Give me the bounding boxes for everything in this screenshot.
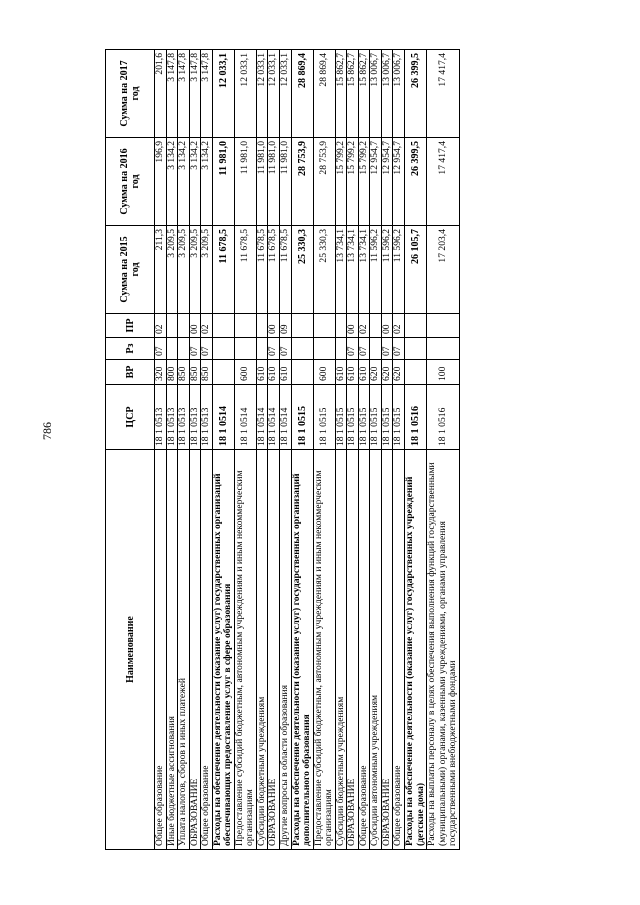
cell-vr: 620 <box>393 360 405 385</box>
cell-2017: 13 006,7 <box>370 50 382 138</box>
cell-name: Субсидии автономным учреждениям <box>370 450 382 850</box>
cell-rz <box>370 338 382 360</box>
cell-rz <box>335 338 347 360</box>
cell-2017: 12 033,1 <box>256 50 268 138</box>
cell-2017: 12 033,1 <box>280 50 292 138</box>
table-row <box>166 50 178 850</box>
cell-vr: 620 <box>381 360 393 385</box>
cell-vr <box>291 360 313 385</box>
cell-2016: 11 981,0 <box>234 138 256 226</box>
table-row <box>189 50 201 850</box>
cell-2015: 11 596,2 <box>393 226 405 314</box>
cell-pr: 00 <box>381 314 393 338</box>
table-row <box>178 50 190 850</box>
cell-csr: 18 1 0514 <box>234 385 256 450</box>
cell-2017: 17 417,4 <box>427 50 460 138</box>
cell-name: Предоставление субсидий бюджетным, автономным учреждениям и иным некоммерческим организациям <box>234 450 256 850</box>
cell-2015: 3 209,5 <box>189 226 201 314</box>
cell-2017: 3 147,8 <box>189 50 201 138</box>
cell-2015: 13 734,1 <box>335 226 347 314</box>
table-row <box>347 50 359 850</box>
cell-vr: 610 <box>335 360 347 385</box>
cell-2015: 211,3 <box>155 226 167 314</box>
cell-2015: 26 105,7 <box>405 226 427 314</box>
cell-pr <box>212 314 234 338</box>
header-2017: Сумма на 2017 год <box>106 50 155 138</box>
table-header-row <box>106 50 155 850</box>
table-row <box>370 50 382 850</box>
cell-2016: 3 134,2 <box>166 138 178 226</box>
table-row <box>291 50 313 850</box>
table-row <box>212 50 234 850</box>
cell-pr: 00 <box>347 314 359 338</box>
cell-2015: 13 734,1 <box>358 226 370 314</box>
cell-rz: 07 <box>201 338 213 360</box>
cell-rz <box>313 338 335 360</box>
cell-2015: 25 330,3 <box>291 226 313 314</box>
cell-name: Другие вопросы в области образования <box>280 450 292 850</box>
cell-2017: 15 862,7 <box>347 50 359 138</box>
cell-pr <box>256 314 268 338</box>
cell-csr: 18 1 0514 <box>280 385 292 450</box>
cell-2015: 13 734,1 <box>347 226 359 314</box>
table-row <box>427 50 460 850</box>
cell-pr <box>335 314 347 338</box>
header-2016: Сумма на 2016 год <box>106 138 155 226</box>
cell-2016: 11 981,0 <box>212 138 234 226</box>
cell-2015: 11 678,5 <box>268 226 280 314</box>
table-row <box>393 50 405 850</box>
cell-pr <box>405 314 427 338</box>
cell-2016: 15 799,2 <box>358 138 370 226</box>
cell-name: Субсидии бюджетным учреждениям <box>335 450 347 850</box>
cell-rz: 07 <box>347 338 359 360</box>
cell-vr: 610 <box>280 360 292 385</box>
cell-csr: 18 1 0516 <box>405 385 427 450</box>
header-name: Наименование <box>106 450 155 850</box>
cell-pr: 02 <box>155 314 167 338</box>
cell-2016: 11 981,0 <box>256 138 268 226</box>
cell-pr <box>313 314 335 338</box>
page-number: 786 <box>40 422 54 440</box>
cell-2016: 12 954,7 <box>370 138 382 226</box>
header-pr: ПР <box>106 314 155 338</box>
cell-vr <box>405 360 427 385</box>
header-2015: Сумма на 2015 год <box>106 226 155 314</box>
cell-rz: 07 <box>189 338 201 360</box>
table-row <box>256 50 268 850</box>
cell-2017: 28 869,4 <box>313 50 335 138</box>
cell-pr <box>291 314 313 338</box>
cell-2017: 12 033,1 <box>268 50 280 138</box>
cell-2016: 26 399,5 <box>405 138 427 226</box>
cell-2017: 3 147,8 <box>201 50 213 138</box>
cell-vr: 800 <box>166 360 178 385</box>
cell-2017: 3 147,8 <box>178 50 190 138</box>
cell-pr: 09 <box>280 314 292 338</box>
cell-pr <box>234 314 256 338</box>
cell-vr: 600 <box>234 360 256 385</box>
cell-vr: 320 <box>155 360 167 385</box>
cell-name: Предоставление субсидий бюджетным, автономным учреждениям и иным некоммерческим организациям <box>313 450 335 850</box>
cell-csr: 18 1 0513 <box>178 385 190 450</box>
cell-csr: 18 1 0514 <box>268 385 280 450</box>
cell-vr: 610 <box>358 360 370 385</box>
cell-rz: 07 <box>155 338 167 360</box>
cell-2017: 15 862,7 <box>335 50 347 138</box>
header-rz: Рз <box>106 338 155 360</box>
cell-2017: 13 006,7 <box>381 50 393 138</box>
cell-rz <box>291 338 313 360</box>
table-row <box>313 50 335 850</box>
cell-csr: 18 1 0514 <box>212 385 234 450</box>
cell-name: Расходы на обеспечение деятельности (оказание услуг) государственных организаций дополнительного образования <box>291 450 313 850</box>
cell-2016: 15 799,2 <box>335 138 347 226</box>
header-csr: ЦСР <box>106 385 155 450</box>
cell-vr: 100 <box>427 360 460 385</box>
cell-rz: 07 <box>381 338 393 360</box>
cell-rz <box>178 338 190 360</box>
cell-pr <box>427 314 460 338</box>
cell-csr: 18 1 0515 <box>393 385 405 450</box>
cell-name: ОБРАЗОВАНИЕ <box>189 450 201 850</box>
cell-2015: 3 209,5 <box>166 226 178 314</box>
cell-2016: 3 134,2 <box>178 138 190 226</box>
cell-name: Расходы на выплаты персоналу в целях обеспечения выполнения функций государственными (муниципальными) органами, казенными учреждениями, органами управления государственными внебюджетными фондами <box>427 450 460 850</box>
cell-2016: 15 799,2 <box>347 138 359 226</box>
cell-2016: 28 753,9 <box>291 138 313 226</box>
cell-vr: 610 <box>347 360 359 385</box>
cell-pr: 02 <box>358 314 370 338</box>
cell-2017: 26 399,5 <box>405 50 427 138</box>
table-row <box>155 50 167 850</box>
cell-csr: 18 1 0513 <box>189 385 201 450</box>
table-row <box>201 50 213 850</box>
cell-vr: 850 <box>178 360 190 385</box>
cell-vr: 610 <box>268 360 280 385</box>
cell-name: Расходы на обеспечение деятельности (оказание услуг) государственных учреждений (детские дома) <box>405 450 427 850</box>
cell-csr: 18 1 0515 <box>370 385 382 450</box>
cell-pr <box>370 314 382 338</box>
cell-name: Уплата налогов, сборов и иных платежей <box>178 450 190 850</box>
table-row <box>234 50 256 850</box>
cell-pr: 00 <box>268 314 280 338</box>
cell-csr: 18 1 0513 <box>155 385 167 450</box>
cell-rz <box>166 338 178 360</box>
cell-csr: 18 1 0516 <box>427 385 460 450</box>
cell-name: Общее образование <box>201 450 213 850</box>
cell-pr: 02 <box>393 314 405 338</box>
cell-pr <box>166 314 178 338</box>
cell-2015: 11 678,5 <box>256 226 268 314</box>
table-body <box>155 50 460 850</box>
cell-pr: 00 <box>189 314 201 338</box>
cell-2015: 25 330,3 <box>313 226 335 314</box>
rotated-page-content <box>105 50 615 850</box>
cell-2016: 196,9 <box>155 138 167 226</box>
table-row <box>268 50 280 850</box>
cell-2015: 11 678,5 <box>212 226 234 314</box>
cell-name: ОБРАЗОВАНИЕ <box>381 450 393 850</box>
cell-2017: 15 862,7 <box>358 50 370 138</box>
cell-2017: 13 006,7 <box>393 50 405 138</box>
cell-csr: 18 1 0513 <box>166 385 178 450</box>
cell-pr <box>178 314 190 338</box>
cell-2015: 11 678,5 <box>280 226 292 314</box>
cell-2015: 11 596,2 <box>370 226 382 314</box>
cell-2015: 3 209,5 <box>178 226 190 314</box>
cell-2015: 3 209,5 <box>201 226 213 314</box>
cell-csr: 18 1 0514 <box>256 385 268 450</box>
cell-2017: 12 033,1 <box>234 50 256 138</box>
cell-name: Общее образование <box>393 450 405 850</box>
cell-2016: 11 981,0 <box>280 138 292 226</box>
cell-name: Расходы на обеспечение деятельности (оказание услуг) государственных организаций обеспечивающих предоставление услуг в сфере образования <box>212 450 234 850</box>
cell-vr: 610 <box>256 360 268 385</box>
cell-rz <box>427 338 460 360</box>
cell-vr: 850 <box>189 360 201 385</box>
cell-2017: 12 033,1 <box>212 50 234 138</box>
cell-rz <box>212 338 234 360</box>
cell-name: Иные бюджетные ассигнования <box>166 450 178 850</box>
cell-rz: 07 <box>393 338 405 360</box>
cell-2016: 12 954,7 <box>393 138 405 226</box>
header-vr: ВР <box>106 360 155 385</box>
cell-rz <box>256 338 268 360</box>
cell-csr: 18 1 0515 <box>358 385 370 450</box>
cell-2016: 28 753,9 <box>313 138 335 226</box>
cell-rz: 07 <box>280 338 292 360</box>
cell-csr: 18 1 0515 <box>381 385 393 450</box>
cell-csr: 18 1 0513 <box>201 385 213 450</box>
cell-csr: 18 1 0515 <box>291 385 313 450</box>
table-row <box>381 50 393 850</box>
cell-name: ОБРАЗОВАНИЕ <box>347 450 359 850</box>
cell-csr: 18 1 0515 <box>335 385 347 450</box>
table-row <box>358 50 370 850</box>
table-row <box>280 50 292 850</box>
cell-2016: 12 954,7 <box>381 138 393 226</box>
budget-table <box>105 49 460 850</box>
cell-2016: 17 417,4 <box>427 138 460 226</box>
cell-csr: 18 1 0515 <box>313 385 335 450</box>
cell-2015: 17 203,4 <box>427 226 460 314</box>
table-row <box>405 50 427 850</box>
table-row <box>335 50 347 850</box>
cell-2015: 11 596,2 <box>381 226 393 314</box>
cell-2016: 11 981,0 <box>268 138 280 226</box>
cell-rz <box>234 338 256 360</box>
cell-2017: 201,6 <box>155 50 167 138</box>
cell-2017: 28 869,4 <box>291 50 313 138</box>
cell-rz <box>405 338 427 360</box>
cell-vr: 600 <box>313 360 335 385</box>
cell-name: ОБРАЗОВАНИЕ <box>268 450 280 850</box>
cell-csr: 18 1 0515 <box>347 385 359 450</box>
cell-rz: 07 <box>358 338 370 360</box>
cell-vr: 850 <box>201 360 213 385</box>
cell-name: Субсидии бюджетным учреждениям <box>256 450 268 850</box>
cell-2015: 11 678,5 <box>234 226 256 314</box>
cell-2017: 3 147,8 <box>166 50 178 138</box>
cell-vr <box>212 360 234 385</box>
cell-2016: 3 134,2 <box>201 138 213 226</box>
cell-rz: 07 <box>268 338 280 360</box>
cell-name: Общее образование <box>358 450 370 850</box>
cell-vr: 620 <box>370 360 382 385</box>
cell-pr: 02 <box>201 314 213 338</box>
cell-name: Общее образование <box>155 450 167 850</box>
cell-2016: 3 134,2 <box>189 138 201 226</box>
